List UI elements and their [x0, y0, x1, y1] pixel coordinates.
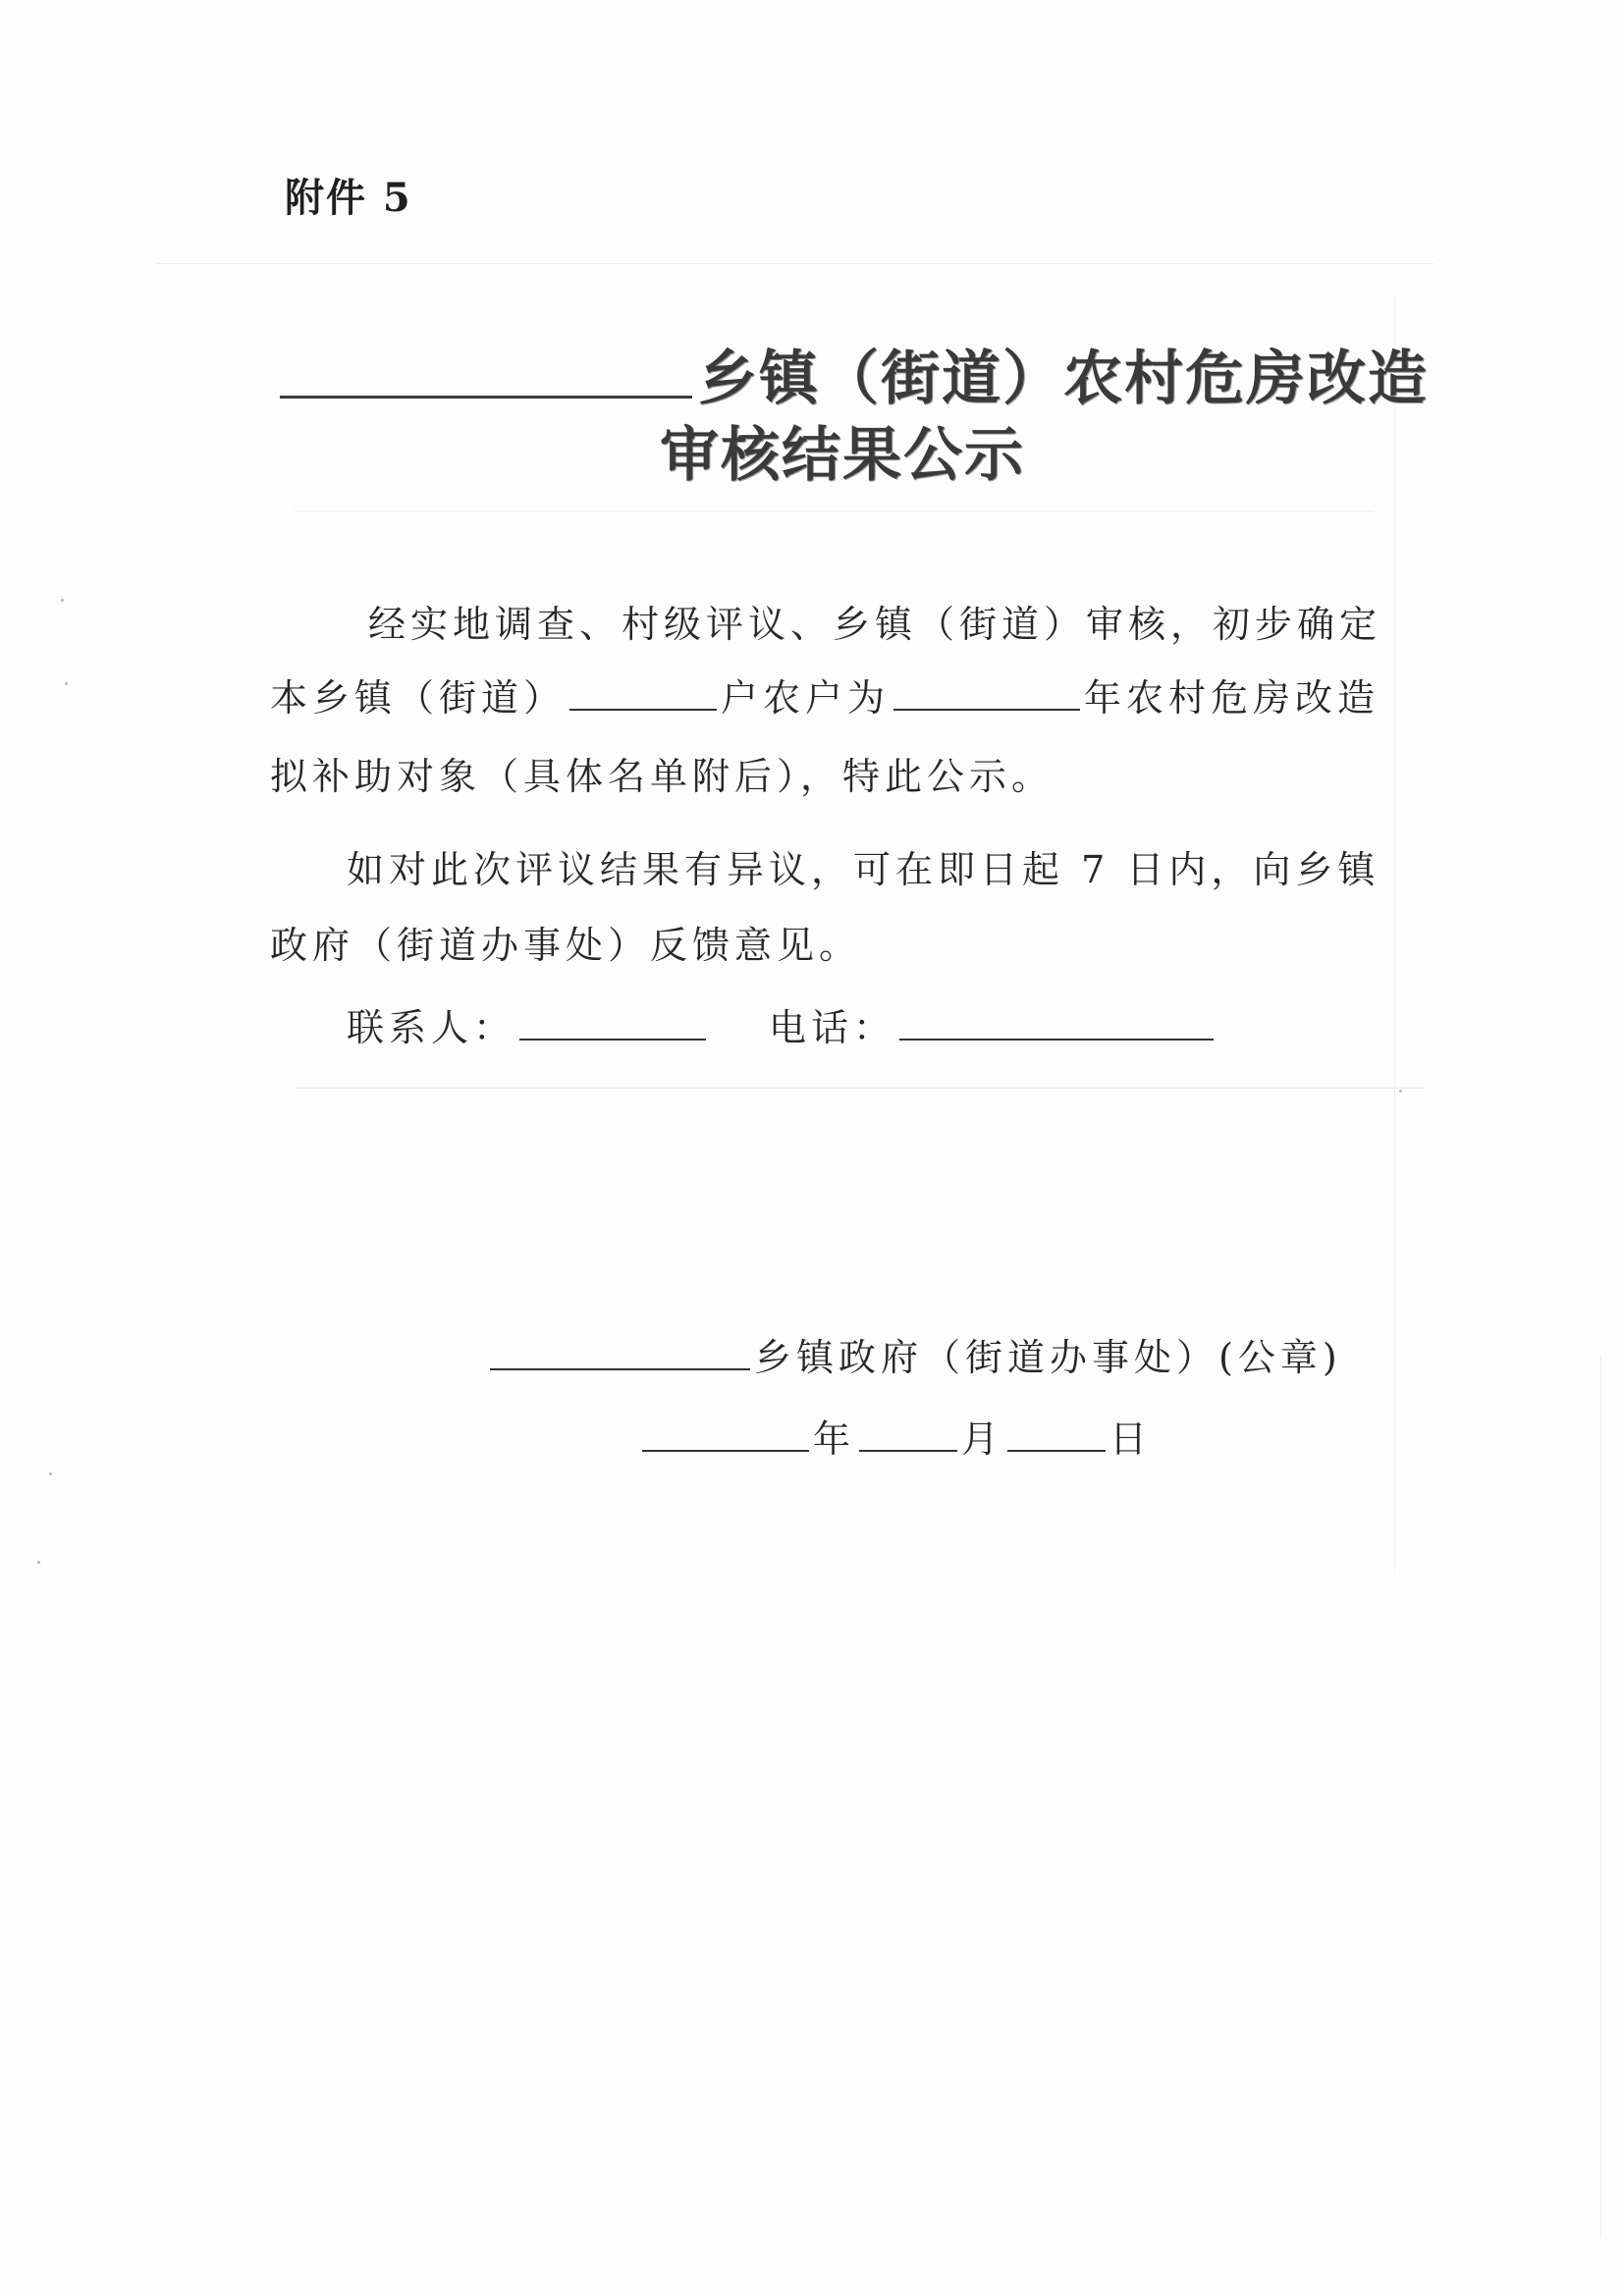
date-month-blank[interactable]	[859, 1415, 957, 1452]
title-line-1-text: 乡镇（街道）农村危房改造	[698, 345, 1429, 413]
paragraph-line: 政府（街道办事处）反馈意见。	[270, 924, 862, 967]
year-blank[interactable]	[893, 673, 1080, 711]
date-day-blank[interactable]	[1007, 1415, 1106, 1452]
paragraph-text: 年农村危房改造	[1084, 676, 1380, 720]
title-line-2: 审核结果公示	[660, 421, 1025, 490]
contact-label: 联系人：	[347, 1006, 516, 1049]
signature-org-line	[486, 1327, 1342, 1381]
scan-artifact-line	[157, 263, 1434, 264]
scan-speck	[49, 1472, 52, 1475]
paragraph-line: 拟补助对象（具体名单附后），特此公示。	[270, 755, 1055, 798]
paragraph-line: 经实地调查、村级评议、乡镇（街道）审核，初步确定	[368, 603, 1382, 646]
date-year-label: 年	[813, 1417, 856, 1461]
scan-artifact-line	[295, 510, 1375, 511]
date-year-blank[interactable]	[642, 1415, 809, 1452]
scan-artifact-line	[1394, 294, 1395, 1571]
title-line-1	[280, 332, 1429, 416]
scan-artifact-line	[295, 1088, 1424, 1089]
households-count-blank[interactable]	[569, 673, 717, 711]
contact-person-blank[interactable]	[519, 1003, 706, 1041]
attachment-label: 附件 5	[285, 175, 412, 221]
signature-date-line	[638, 1409, 1152, 1463]
phone-label: 电话：	[769, 1006, 896, 1049]
township-name-blank[interactable]	[280, 345, 692, 399]
scan-speck	[61, 599, 64, 602]
scan-artifact-line	[1600, 1355, 1601, 2238]
scan-speck	[1399, 1090, 1402, 1093]
paragraph-line	[270, 667, 1380, 721]
scan-speck	[37, 1561, 40, 1564]
date-month-label: 月	[961, 1417, 1004, 1461]
paragraph-text: 本乡镇（街道）	[270, 676, 567, 720]
phone-blank[interactable]	[899, 1003, 1214, 1041]
paragraph-line: 如对此次评议结果有异议，可在即日起 7 日内，向乡镇	[347, 848, 1380, 891]
contact-line	[347, 997, 1217, 1051]
signature-org: 乡镇政府（街道办事处）(公章)	[754, 1336, 1342, 1379]
scan-speck	[65, 682, 68, 685]
paragraph-text: 户农户为	[721, 676, 891, 720]
signature-township-blank[interactable]	[490, 1333, 750, 1370]
date-day-label: 日	[1109, 1417, 1153, 1461]
